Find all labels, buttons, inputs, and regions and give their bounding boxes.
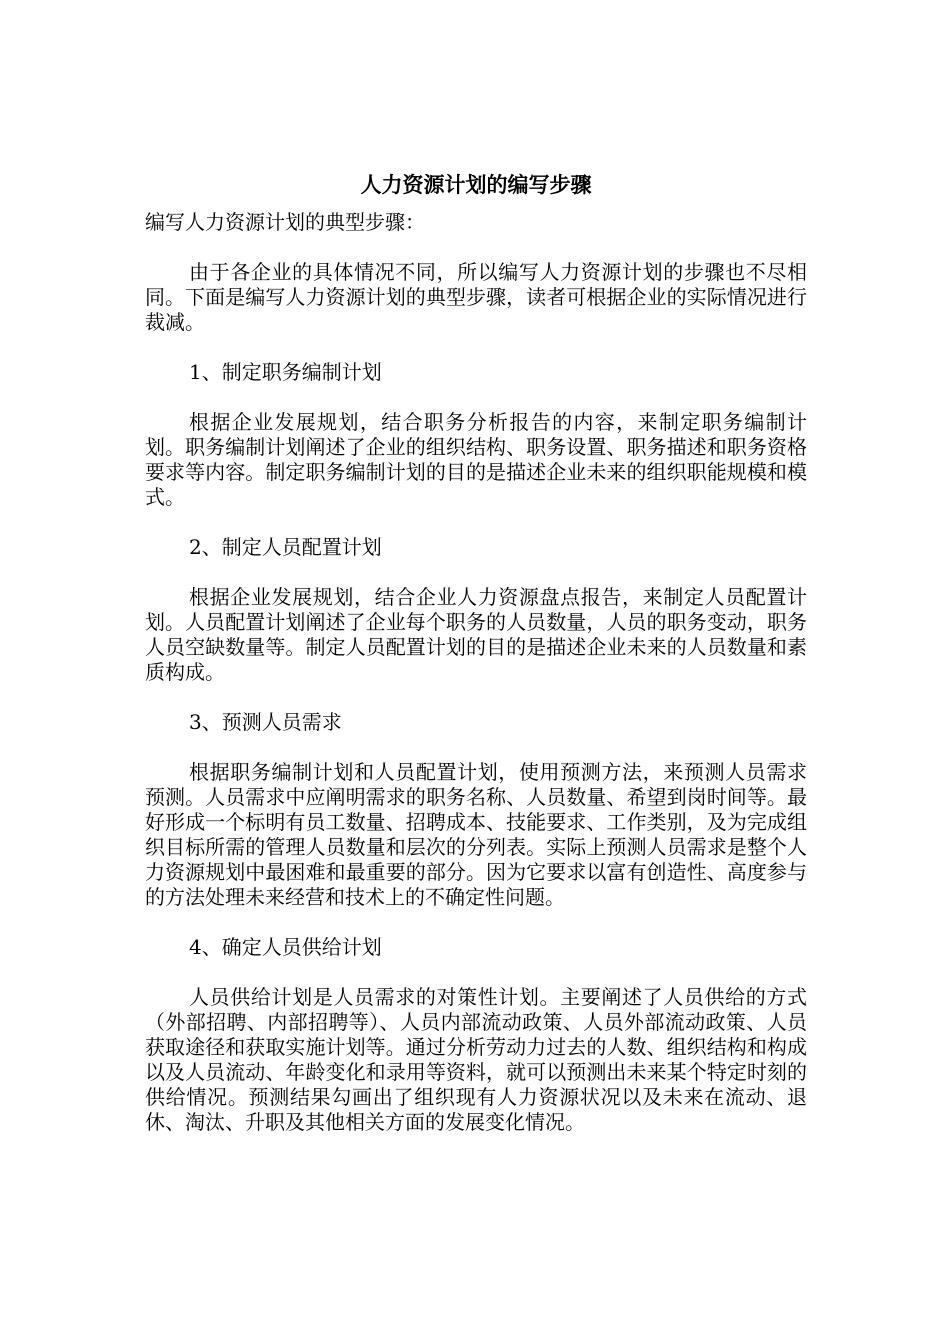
intro-text: 编写人力资源计划的典型步骤： — [145, 210, 425, 234]
document-title: 人力资源计划的编写步骤 — [360, 172, 592, 197]
paragraph-step-2: 根据企业发展规划，结合企业人力资源盘点报告，来制定人员配置计划。人员配置计划阐述了企业每个职务的人员数量，人员的职务变动，职务人员空缺数量等。制定人员配置计划的目的是描述企业未来的人员数量和素质构成。 — [145, 585, 807, 684]
heading-step-4: 4、确定人员供给计划 — [189, 935, 382, 959]
paragraph-step-4: 人员供给计划是人员需求的对策性计划。主要阐述了人员供给的方式（外部招聘、内部招聘等）、人员内部流动政策、人员外部流动政策、人员获取途径和获取实施计划等。通过分析劳动力过去的人数、组织结构和构成以及人员流动、年龄变化和录用等资料，就可以预测出未来某个特定时刻的供给情况。预测结果勾画出了组织现有人力资源状况以及未来在流动、退休、淘汰、升职及其他相关方面的发展变化情况。 — [145, 985, 807, 1134]
heading-step-2: 2、制定人员配置计划 — [189, 535, 382, 559]
paragraph-step-3: 根据职务编制计划和人员配置计划，使用预测方法，来预测人员需求预测。人员需求中应阐明需求的职务名称、人员数量、希望到岗时间等。最好形成一个标明有员工数量、招聘成本、技能要求、工作类别，及为完成组织目标所需的管理人员数量和层次的分列表。实际上预测人员需求是整个人力资源规划中最困难和最重要的部分。因为它要求以富有创造性、高度参与的方法处理未来经营和技术上的不确定性问题。 — [145, 760, 807, 909]
paragraph-step-1: 根据企业发展规划，结合职务分析报告的内容，来制定职务编制计划。职务编制计划阐述了企业的组织结构、职务设置、职务描述和职务资格要求等内容。制定职务编制计划的目的是描述企业未来的组织职能规模和模式。 — [145, 410, 807, 509]
document-page — [145, 170, 807, 1160]
paragraph-overview: 由于各企业的具体情况不同，所以编写人力资源计划的步骤也不尽相同。下面是编写人力资源计划的典型步骤，读者可根据企业的实际情况进行裁减。 — [145, 260, 807, 334]
heading-step-1: 1、制定职务编制计划 — [189, 360, 382, 384]
heading-step-3: 3、预测人员需求 — [189, 710, 342, 734]
